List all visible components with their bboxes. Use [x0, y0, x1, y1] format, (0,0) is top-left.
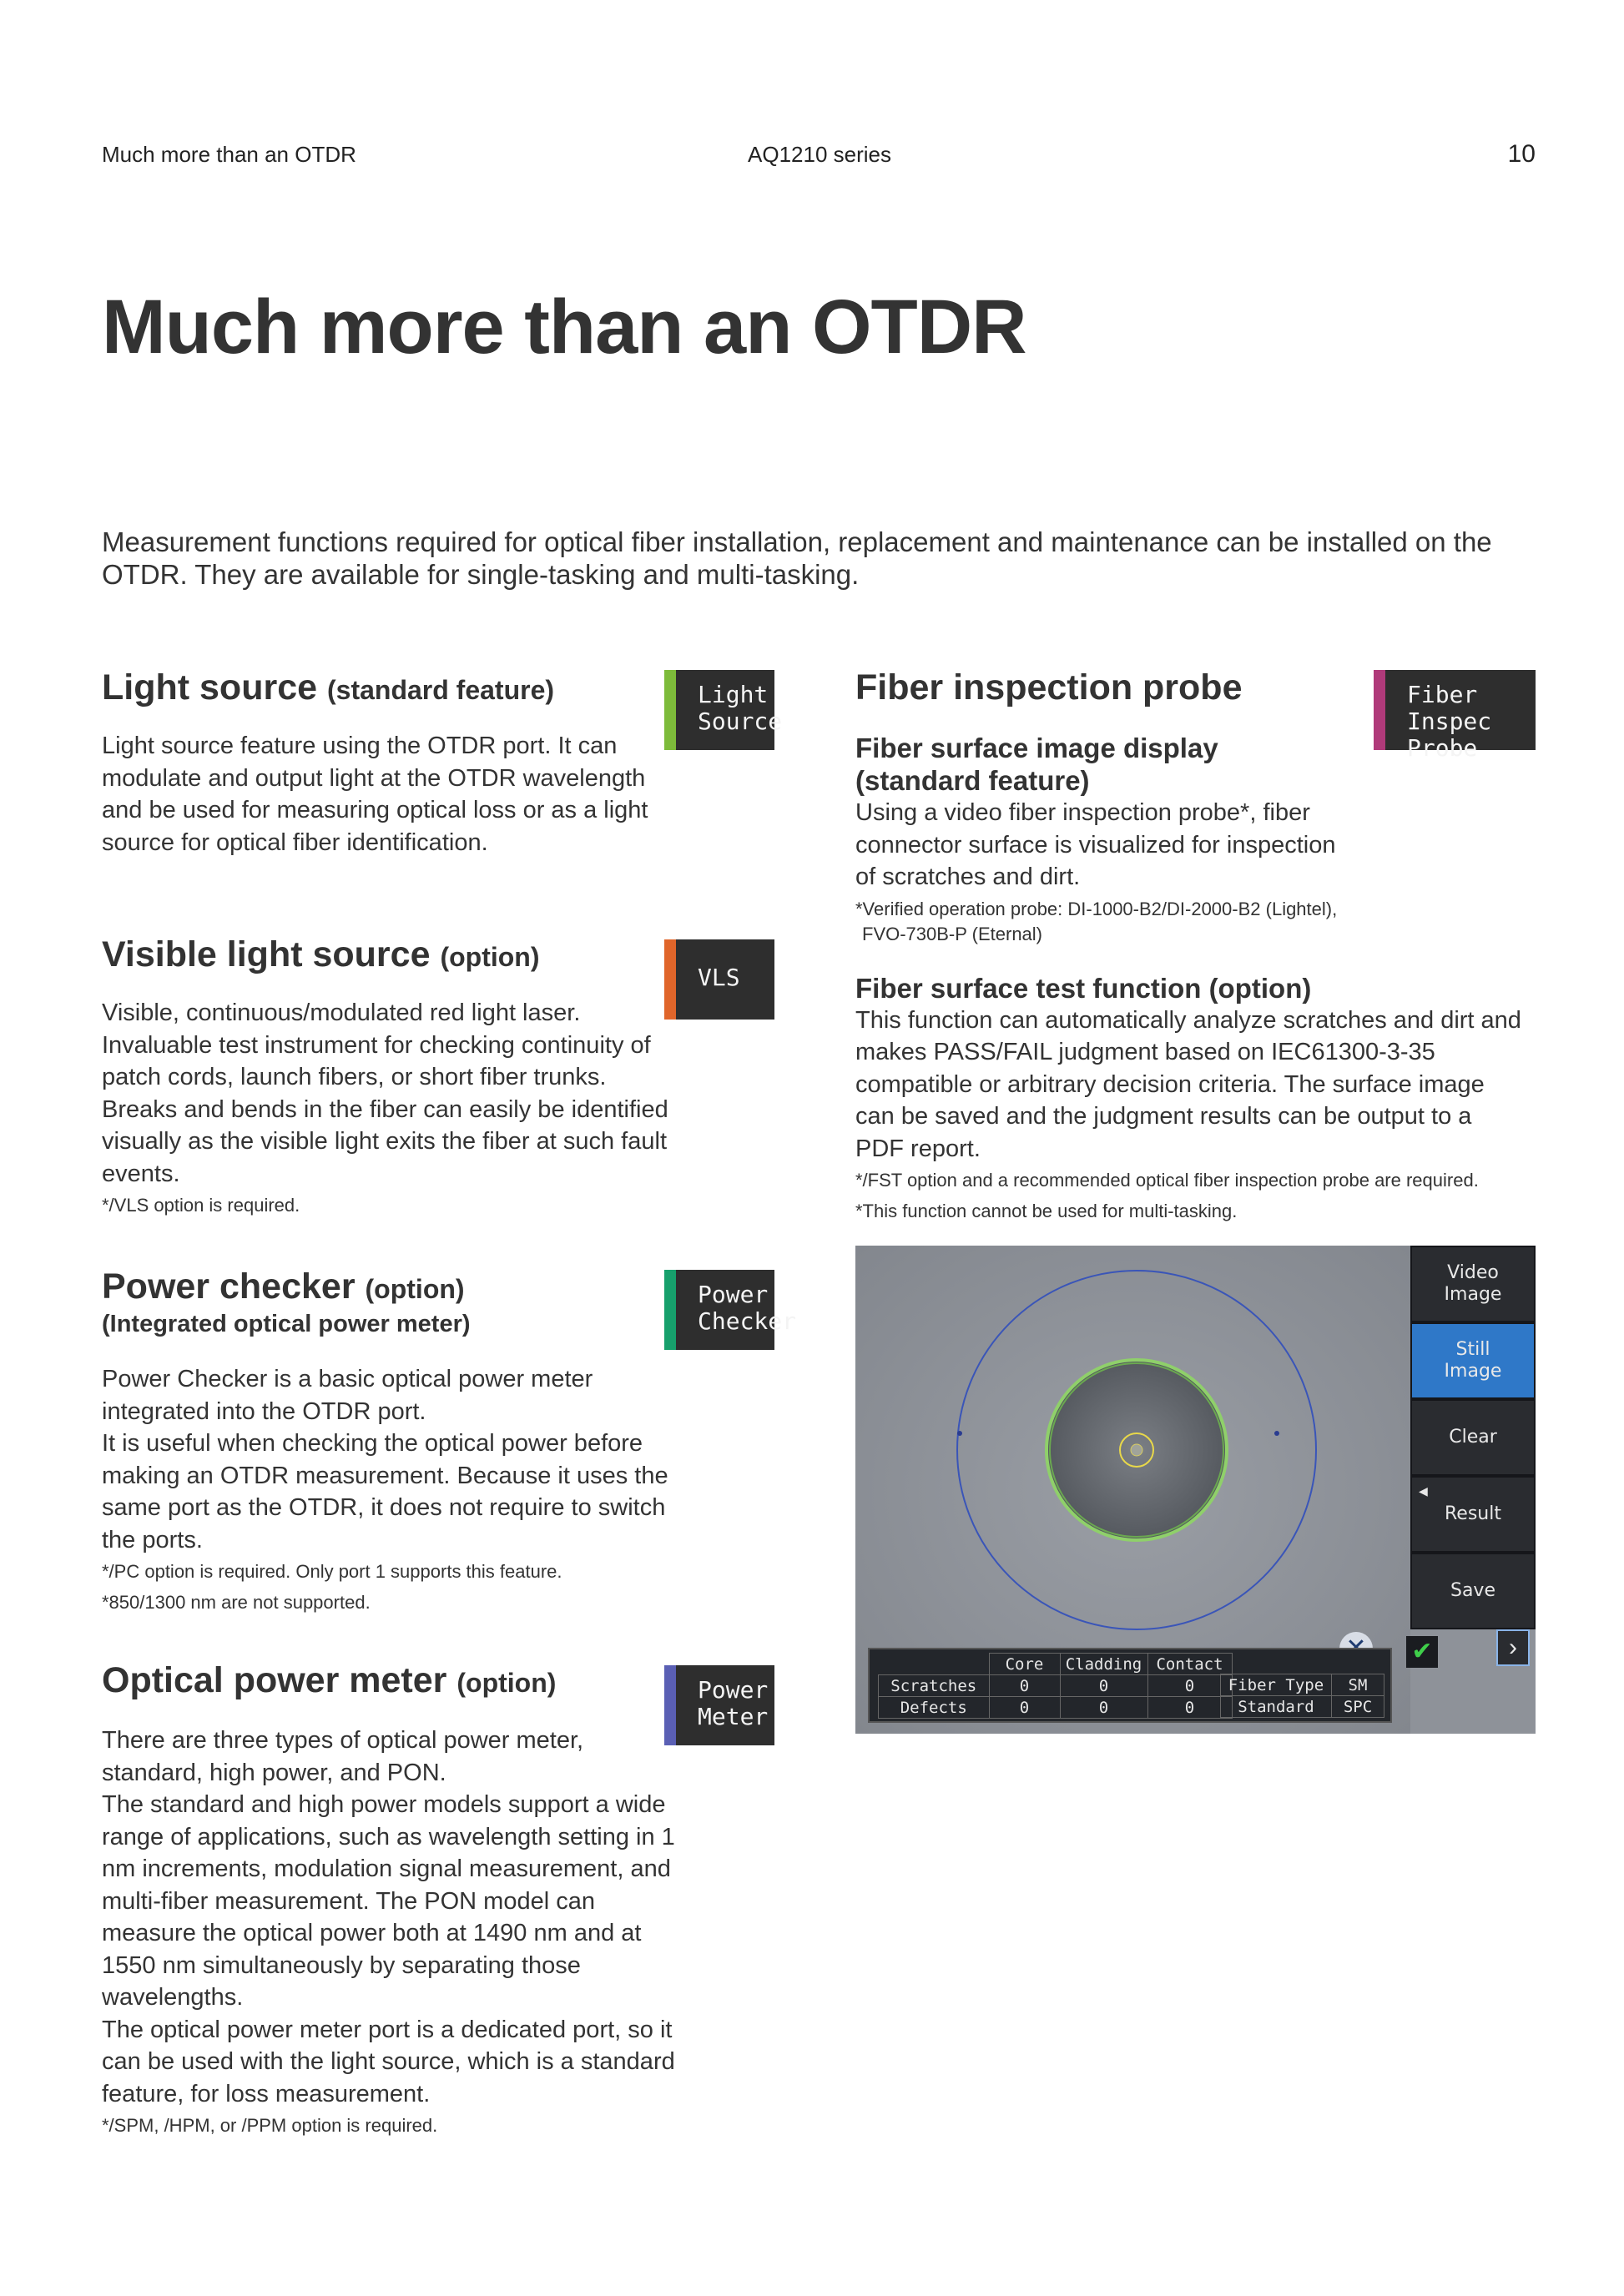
vls-note: */VLS option is required. [102, 1195, 300, 1216]
light-source-body: Light source feature using the OTDR port. It can modulate and output light at the OTDR wavelength and be used for measuring optical loss or as a light source for optical fiber identification. [102, 733, 648, 856]
fiber-probe-title: Fiber inspection probe [855, 667, 1243, 707]
power-checker-body-2: It is useful when checking the optical power before making an OTDR measurement. Because it uses the same port as the OTDR, it does not require to switch the ports. [102, 1430, 668, 1553]
fiber-display-note-1: *Verified operation probe: DI-1000-B2/DI-2000-B2 (Lightel), [855, 898, 1338, 919]
fiber-type-label: Fiber Type [1221, 1674, 1332, 1696]
fiber-display-title: Fiber surface image display (standard feature) [855, 733, 1218, 796]
fiber-test-body: This function can automatically analyze scratches and dirt and makes PASS/FAIL judgment based on IEC61300-3-35 compatible or arbitrary decision criteria. The surface image can be saved and the judgment results can be output to a PDF report. [855, 1006, 1521, 1162]
vls-title: Visible light source (option) [102, 934, 540, 974]
opm-badge: Power Meter [664, 1665, 774, 1745]
opm-note: */SPM, /HPM, or /PPM option is required. [102, 2115, 438, 2136]
vls-badge: VLS [664, 939, 774, 1020]
vls-section [102, 934, 686, 1218]
header-cladding: Cladding [1060, 1654, 1147, 1675]
still-image-button[interactable]: Still Image [1410, 1322, 1536, 1399]
fiber-probe-badge: Fiber Inspec Probe [1374, 670, 1536, 750]
opm-body-1: There are three types of optical power meter, standard, high power, and PON. [102, 1727, 584, 1786]
fiber-type-value: SM [1332, 1674, 1384, 1696]
light-source-badge: Light Source [664, 670, 774, 750]
opm-body-3: The optical power meter port is a dedicated port, so it can be used with the light source, which is a standard feature, for loss measurement. [102, 2016, 675, 2107]
opm-body-2: The standard and high power models support a wide range of applications, such as wavelength setting in 1 nm increments, modulation signal measurement, and multi-fiber measurement. The PON model can measure the optical power both at 1490 nm and at 1550 nm simultaneously by separating those wavelengths. [102, 1791, 675, 2011]
check-icon[interactable]: ✔ [1406, 1636, 1438, 1668]
power-checker-body-1: Power Checker is a basic optical power meter integrated into the OTDR port. [102, 1366, 593, 1425]
power-checker-note-1: */PC option is required. Only port 1 supports this feature. [102, 1561, 562, 1582]
fiber-inspection-screenshot [855, 1246, 1536, 1734]
page-title: Much more than an OTDR [102, 284, 1026, 370]
opm-section [102, 1660, 686, 2138]
light-source-title: Light source (standard feature) [102, 667, 555, 707]
next-arrow-icon[interactable]: › [1496, 1629, 1530, 1666]
save-button[interactable]: Save [1410, 1553, 1536, 1629]
light-source-section [102, 667, 686, 858]
clear-button[interactable]: Clear [1410, 1399, 1536, 1476]
power-checker-note-2: *850/1300 nm are not supported. [102, 1592, 371, 1613]
inspection-result-table [868, 1648, 1392, 1723]
power-checker-section [102, 1266, 686, 1615]
vls-body: Visible, continuous/modulated red light laser. Invaluable test instrument for checking continuity of patch cords, launch fibers, or short fiber trunks. Breaks and bends in the fiber can easily be identified visually as the visible light exits the fiber at such fault events. [102, 999, 668, 1187]
opm-title: Optical power meter (option) [102, 1660, 557, 1700]
caret-left-icon: ◀ [1419, 1485, 1428, 1498]
power-checker-subtitle: (Integrated optical power meter) [102, 1311, 471, 1337]
header-left: Much more than an OTDR [102, 142, 356, 167]
fiber-display-body: Using a video fiber inspection probe*, fiber connector surface is visualized for inspection of scratches and dirt. [855, 799, 1336, 890]
video-image-button[interactable]: Video Image [1410, 1246, 1536, 1322]
header-contact: Contact [1147, 1654, 1232, 1675]
standard-label: Standard [1221, 1696, 1332, 1718]
intro-text: Measurement functions required for optical fiber installation, replacement and maintenance can be installed on the OTDR. They are available for single-tasking and multi-tasking. [102, 526, 1492, 590]
header-core: Core [989, 1654, 1060, 1675]
fiber-test-note-1: */FST option and a recommended optical fiber inspection probe are required. [855, 1170, 1479, 1191]
fiber-test-note-2: *This function cannot be used for multi-tasking. [855, 1201, 1238, 1221]
fiber-display-note-2: FVO-730B-P (Eternal) [862, 923, 1043, 944]
result-button[interactable]: ◀ Result [1410, 1476, 1536, 1553]
header-center: AQ1210 series [748, 142, 891, 167]
standard-value: SPC [1332, 1696, 1384, 1718]
fiber-test-title: Fiber surface test function (option) [855, 972, 1312, 1004]
power-checker-badge: Power Checker [664, 1270, 774, 1350]
power-checker-title: Power checker (option) [102, 1266, 465, 1307]
page-number: 10 [1507, 140, 1536, 168]
table-row: Defects 0 0 0 [879, 1697, 1233, 1719]
table-row: Scratches 0 0 0 [879, 1675, 1233, 1697]
